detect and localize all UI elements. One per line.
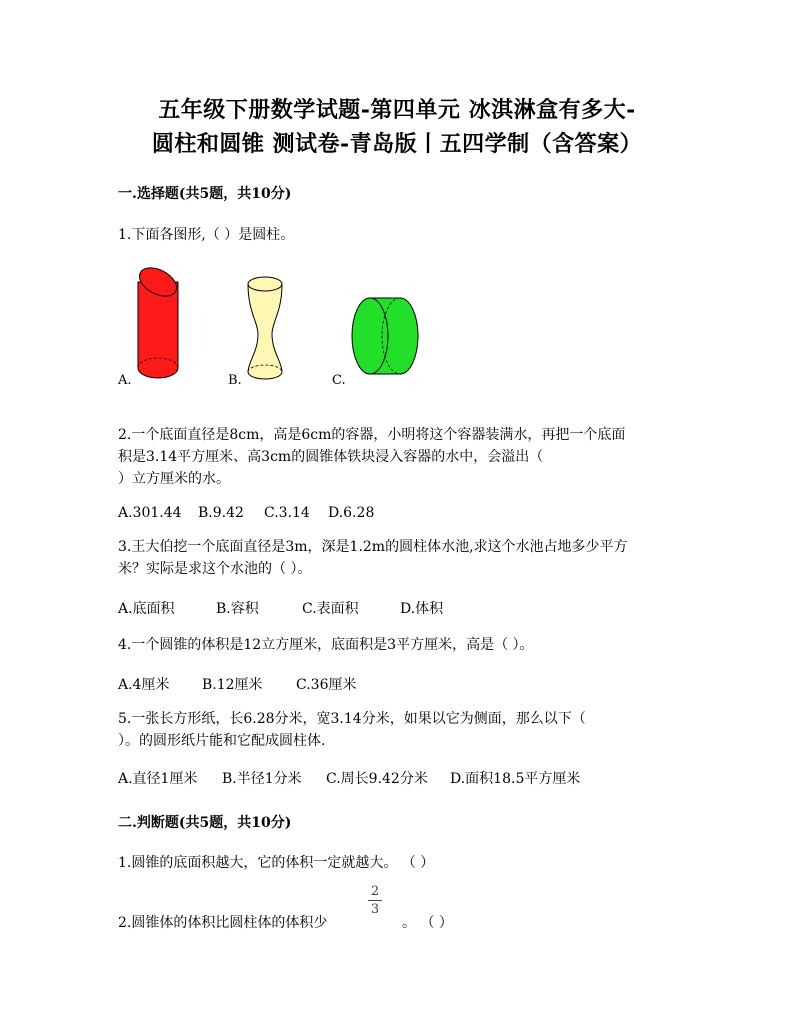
q4-text: 4.一个圆锥的体积是12立方厘米，底面积是3平方厘米，高是（ ）。 [118,637,534,653]
q2-option-c: C.3.14 [264,505,310,521]
figure-b-label: B. [228,373,242,388]
doc-title-line1: 五年级下册数学试题-第四单元 冰淇淋盒有多大- [158,97,636,123]
q2-line2: 积是3.14平方厘米、高3cm的圆锥体铁块浸入容器的水中，会溢出（ [118,449,544,465]
figure-b-waisted [242,272,288,384]
q2-option-a: A.301.44 [118,505,182,521]
q2-option-b: B.9.42 [198,505,244,521]
q3-option-b: B.容积 [216,601,259,617]
fraction-bar [368,900,382,901]
figure-a-cylinder [132,262,188,386]
doc-title-line2: 圆柱和圆锥 测试卷-青岛版丨五四学制（含答案） [151,131,643,157]
q3-line2: 米？实际是求这个水池的（ ）。 [118,561,312,577]
q4-option-a: A.4厘米 [118,677,170,693]
figure-c-cylinder [348,294,424,380]
q5-line2: ）。的圆形纸片能和它配成圆柱体. [118,733,326,749]
q5-option-b: B.半径1分米 [222,771,302,787]
section2-heading: 二.判断题(共5题，共10分) [118,815,292,831]
q3-option-d: D.体积 [400,601,444,617]
q3-option-a: A.底面积 [118,601,175,617]
s2-q2-text-before: 2.圆锥体的体积比圆柱体的体积少 [118,915,328,931]
fraction-denominator: 3 [370,902,380,917]
q5-option-a: A.直径1厘米 [118,771,198,787]
figure-a-label: A. [118,373,132,388]
q5-option-c: C.周长9.42分米 [326,771,428,787]
fraction-numerator: 2 [370,884,380,899]
section1-heading: 一.选择题(共5题，共10分) [118,186,292,202]
q4-option-b: B.12厘米 [202,677,263,693]
q3-line1: 3.王大伯挖一个底面直径是3m，深是1.2m的圆柱体水池,求这个水池占地多少平方 [118,539,628,555]
s2-q2-fraction [366,884,384,917]
q5-option-d: D.面积18.5平方厘米 [450,771,581,787]
s2-q2-text-after: 。 （ ） [402,915,453,931]
q2-line1: 2.一个底面直径是8cm，高是6cm的容器，小明将这个容器装满水，再把一个底面 [118,427,626,443]
figure-c-label: C. [332,373,346,388]
q1-text: 1.下面各图形,（ ）是圆柱。 [118,227,295,243]
q4-option-c: C.36厘米 [296,677,357,693]
q2-line3: ）立方厘米的水。 [118,471,230,487]
s2-q1-text: 1.圆锥的底面积越大，它的体积一定就越大。 （ ） [118,855,435,871]
q2-option-d: D.6.28 [328,505,375,521]
q5-line1: 5.一张长方形纸，长6.28分米，宽3.14分米，如果以它为侧面，那么以下（ [118,711,586,727]
q3-option-c: C.表面积 [302,601,359,617]
